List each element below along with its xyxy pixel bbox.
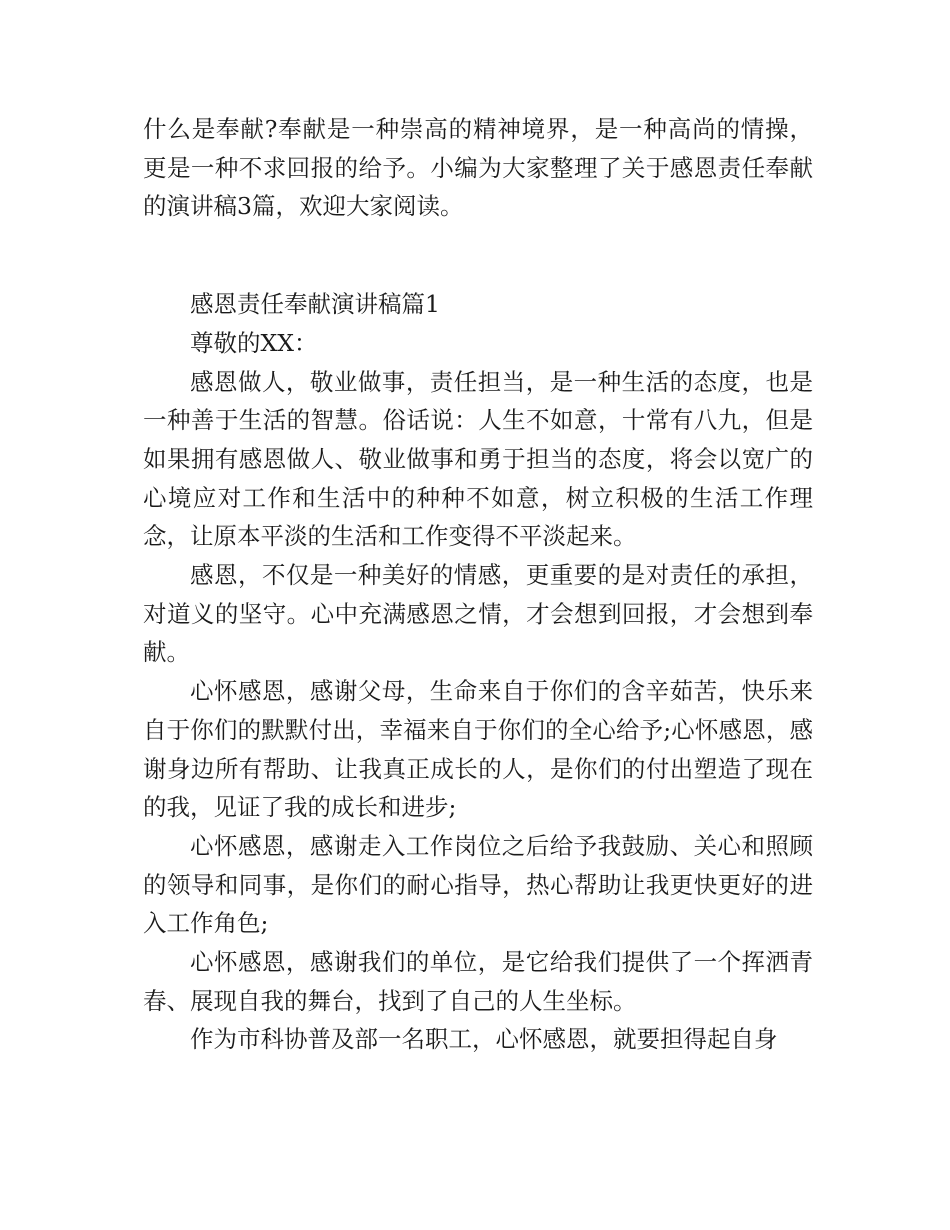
- speech-heading: 感恩责任奉献演讲稿篇1: [190, 290, 440, 319]
- body-paragraph: 感恩，不仅是一种美好的情感，更重要的是对责任的承担，对道义的坚守。心中充满感恩之情，才会想到回报，才会想到奉献。: [143, 561, 813, 667]
- document-body: [143, 110, 813, 1059]
- body-paragraph: 心怀感恩，感谢父母，生命来自于你们的含辛茹苦，快乐来自于你们的默默付出，幸福来自于你们的全心给予;心怀感恩，感谢身边所有帮助、让我真正成长的人，是你们的付出塑造了现在的我，见证了我的成长和进步;: [143, 677, 813, 822]
- intro-paragraph: 什么是奉献?奉献是一种崇高的精神境界，是一种高尚的情操，更是一种不求回报的给予。小编为大家整理了关于感恩责任奉献的演讲稿3篇，欢迎大家阅读。: [143, 115, 813, 221]
- body-paragraph: 感恩做人，敬业做事，责任担当，是一种生活的态度，也是一种善于生活的智慧。俗话说：人生不如意，十常有八九，但是如果拥有感恩做人、敬业做事和勇于担当的态度，将会以宽广的心境应对工作和生活中的种种不如意，树立积极的生活工作理念，让原本平淡的生活和工作变得不平淡起来。: [143, 367, 813, 551]
- body-paragraph: 心怀感恩，感谢走入工作岗位之后给予我鼓励、关心和照顾的领导和同事，是你们的耐心指导，热心帮助让我更快更好的进入工作角色;: [143, 831, 813, 938]
- salutation: 尊敬的XX：: [190, 328, 318, 357]
- body-paragraph: 心怀感恩，感谢我们的单位，是它给我们提供了一个挥洒青春、展现自我的舞台，找到了自己的人生坐标。: [143, 948, 813, 1015]
- body-paragraph: 作为市科协普及部一名职工，心怀感恩，就要担得起自身: [190, 1025, 778, 1054]
